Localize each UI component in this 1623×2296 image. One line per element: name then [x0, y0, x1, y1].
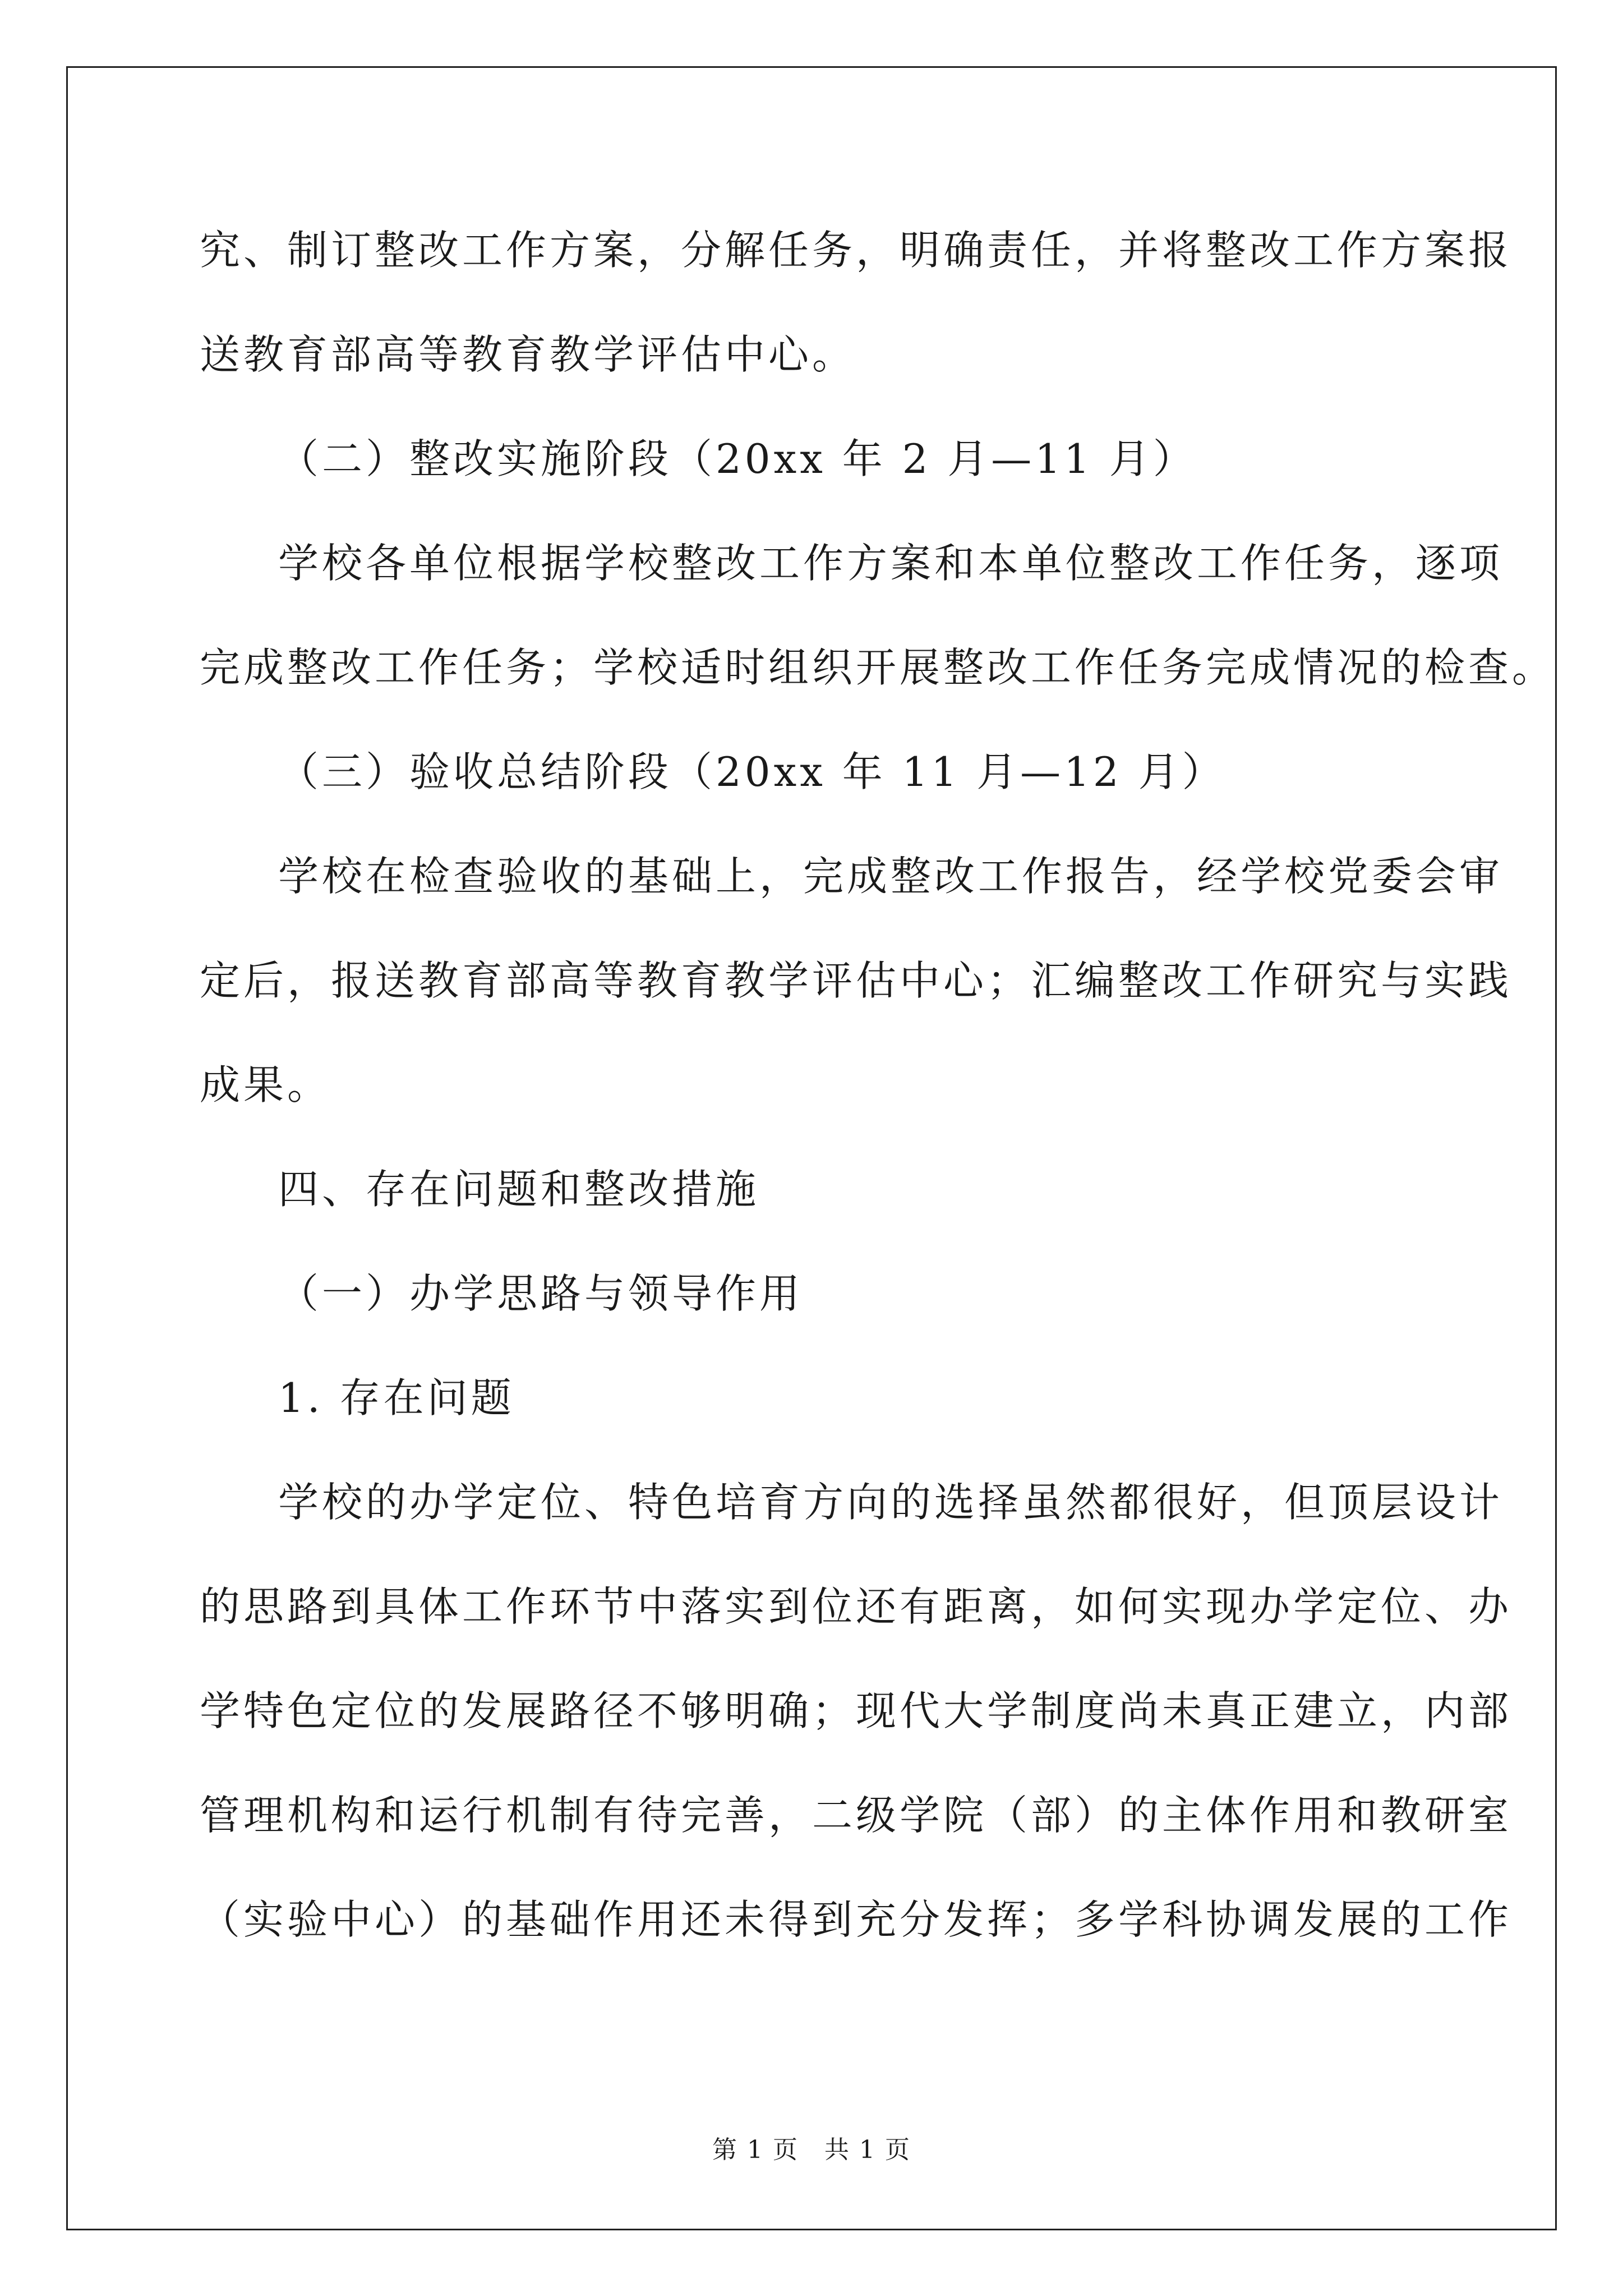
body-text-line: 定后，报送教育部高等教育教学评估中心；汇编整改工作研究与实践 [200, 957, 1513, 1004]
section-heading: 四、存在问题和整改措施 [278, 1166, 760, 1213]
body-text-line: 送教育部高等教育教学评估中心。 [200, 331, 856, 378]
body-text-line: （实验中心）的基础作用还未得到充分发挥；多学科协调发展的工作 [200, 1896, 1513, 1943]
section-heading: 1. 存在问题 [278, 1374, 515, 1421]
body-text-line: 完成整改工作任务；学校适时组织开展整改工作任务完成情况的检查。 [200, 644, 1556, 691]
body-text-line: 成果。 [200, 1061, 331, 1108]
section-heading: （一）办学思路与领导作用 [278, 1270, 804, 1317]
body-text-line: 学特色定位的发展路径不够明确；现代大学制度尚未真正建立，内部 [200, 1687, 1513, 1734]
body-text-line: 的思路到具体工作环节中落实到位还有距离，如何实现办学定位、办 [200, 1583, 1513, 1630]
section-heading: （二）整改实施阶段（20xx 年 2 月—11 月） [278, 435, 1197, 482]
page-number-footer: 第 1 页 共 1 页 [712, 2136, 911, 2164]
body-text-line: 学校的办学定位、特色培育方向的选择虽然都很好，但顶层设计 [278, 1479, 1504, 1526]
body-text-line: 管理机构和运行机制有待完善，二级学院（部）的主体作用和教研室 [200, 1792, 1513, 1839]
section-heading: （三）验收总结阶段（20xx 年 11 月—12 月） [278, 748, 1226, 795]
body-text-line: 学校在检查验收的基础上，完成整改工作报告，经学校党委会审 [278, 853, 1504, 900]
body-text-line: 学校各单位根据学校整改工作方案和本单位整改工作任务，逐项 [278, 540, 1504, 587]
body-text-line: 究、制订整改工作方案，分解任务，明确责任，并将整改工作方案报 [200, 227, 1513, 274]
